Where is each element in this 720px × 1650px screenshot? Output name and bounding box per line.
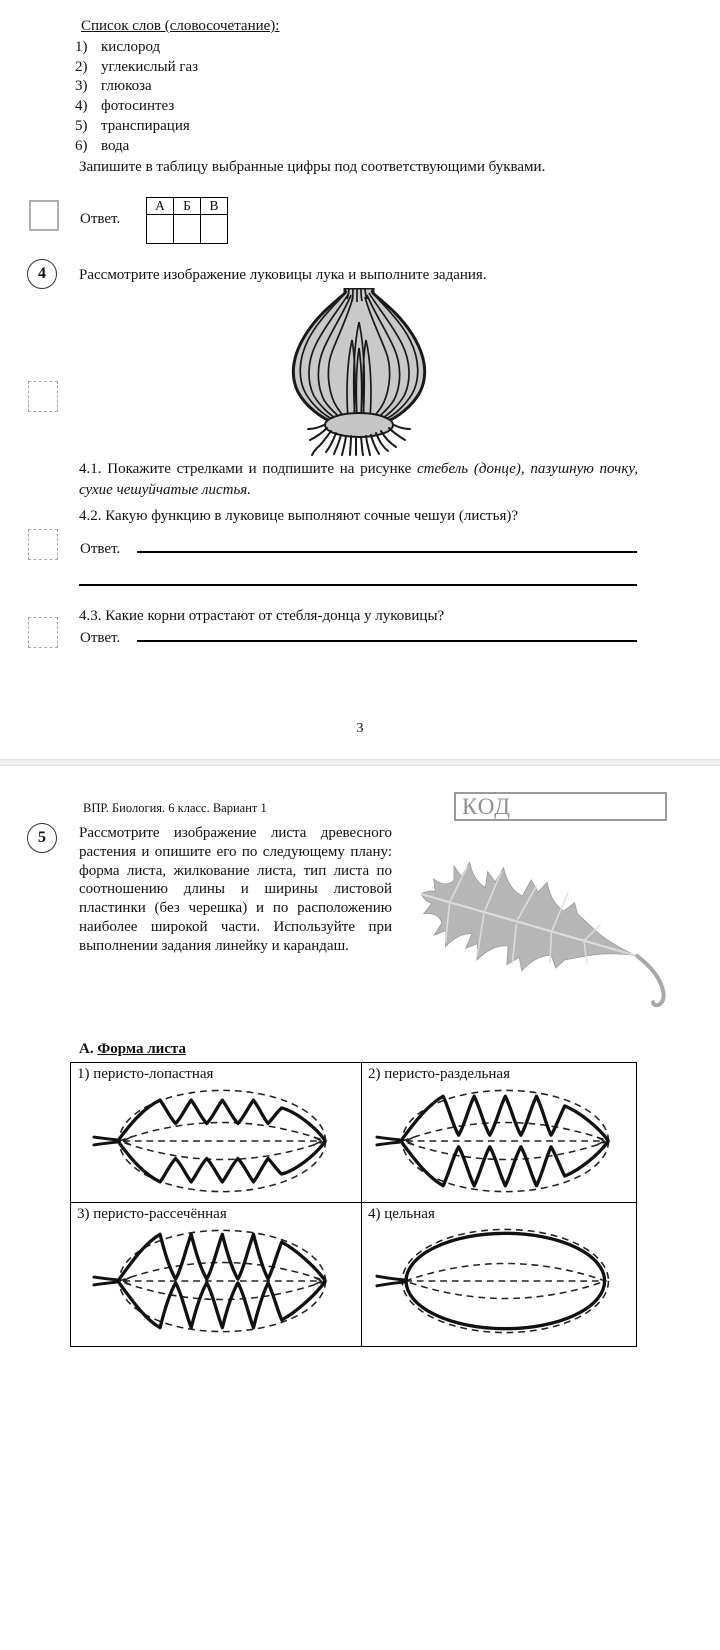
question-4-1-text: 4.1. Покажите стрелками и подпишите на рисунке стебель (донце), пазушную почку, сухие чешуйчатые листья.: [79, 461, 638, 498]
leaf-shape-table: [70, 1062, 637, 1347]
option-label: 3) перисто-рассечённая: [77, 1206, 227, 1222]
code-box: [454, 792, 667, 821]
question-4-intro: Рассмотрите изображение луковицы лука и выполните задания.: [79, 267, 487, 283]
list-item: 5) транспирация: [75, 117, 190, 134]
leaf-shape-diagram-parted: [373, 1085, 626, 1197]
leaf-shape-diagram-dissected: [90, 1225, 343, 1337]
leaf-shape-option-4: [362, 1203, 636, 1346]
leaf-shape-option-2: [362, 1063, 636, 1203]
leaf-shape-option-1: [71, 1063, 362, 1203]
option-label: 4) цельная: [368, 1206, 435, 1222]
word-list-title: Список слов (словосочетание):: [81, 18, 280, 34]
list-item: 6) вода: [75, 137, 130, 154]
answer-cell: [174, 215, 201, 244]
list-item: 3) глюкоза: [75, 78, 152, 95]
column-header: Б: [174, 198, 201, 215]
score-box-dashed: [28, 617, 58, 648]
letters-answer-table: [146, 197, 228, 244]
list-item: 2) углекислый газ: [75, 58, 199, 75]
answer-write-line: [137, 613, 637, 642]
answer-write-line: [137, 524, 637, 553]
question-4-3-text: 4.3. Какие корни отрастают от стебля-донца у луковицы?: [79, 608, 445, 624]
column-header: В: [201, 198, 228, 215]
column-header: А: [147, 198, 174, 215]
table-instruction: Запишите в таблицу выбранные цифры под соответствующими буквами.: [79, 159, 546, 175]
score-box: [29, 200, 59, 231]
question-number-badge: 5: [27, 823, 57, 853]
question-5-text: Рассмотрите изображение листа древесного растения и опишите его по следующему плану: форма листа, жилкование листа, тип листа по соотношению длины и ширины листовой пластинки (без черешка) и по расположению наиболее широкой части. Используйте при выполнении задания линейку и карандаш.: [79, 825, 392, 954]
section-a-heading: А. Форма листа: [79, 1041, 186, 1057]
page-number: 3: [356, 721, 364, 736]
question-number-badge: 4: [27, 259, 57, 289]
answer-label: Ответ.: [80, 541, 121, 557]
score-box-dashed: [28, 529, 58, 560]
leaf-shape-diagram-lobed: [90, 1085, 343, 1197]
code-label: КОД: [462, 794, 511, 819]
onion-bulb-figure: [286, 288, 432, 456]
word-list: [75, 38, 198, 156]
answer-write-line: [79, 557, 637, 586]
running-header: ВПР. Биология. 6 класс. Вариант 1: [83, 801, 267, 815]
list-item: 4) фотосинтез: [75, 98, 175, 115]
score-box-dashed: [28, 381, 58, 412]
question-4-2-text: 4.2. Какую функцию в луковице выполняют сочные чешуи (листья)?: [79, 508, 518, 524]
oak-leaf-photo: [406, 852, 698, 1014]
answer-label: Ответ.: [80, 211, 121, 227]
option-label: 2) перисто-раздельная: [368, 1066, 510, 1082]
leaf-shape-option-3: [71, 1203, 362, 1346]
list-item: 1) кислород: [75, 39, 161, 55]
answer-cell: [201, 215, 228, 244]
leaf-shape-diagram-entire: [373, 1225, 626, 1337]
option-label: 1) перисто-лопастная: [77, 1066, 214, 1082]
answer-cell: [147, 215, 174, 244]
answer-label: Ответ.: [80, 630, 121, 646]
page-break-divider: [0, 759, 720, 766]
